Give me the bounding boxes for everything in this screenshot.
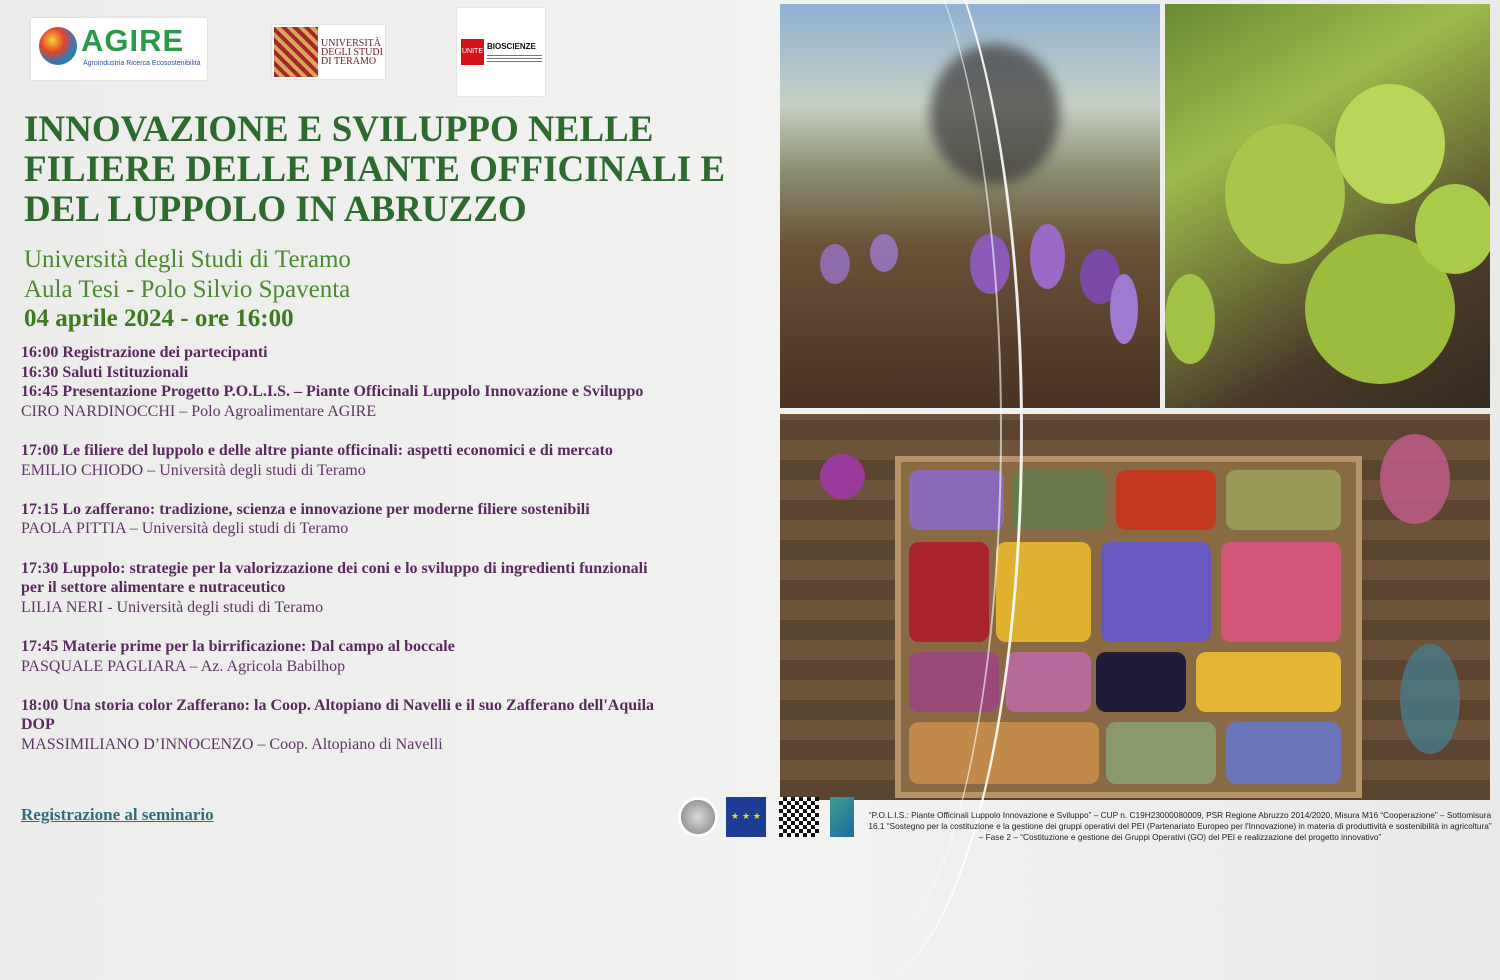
regione-abruzzo-icon — [830, 797, 854, 837]
program-speaker: PASQUALE PAGLIARA – Az. Agricola Babilhop — [21, 657, 346, 675]
spacer — [21, 617, 671, 637]
program-slot: 18:00 Una storia color Zafferano: la Coop. Altopiano di Navelli e il suo Zafferano dell'Aquila DOP — [21, 696, 655, 734]
photo-collage — [760, 0, 1500, 800]
program-speaker: EMILIO CHIODO – Università degli studi di Teramo — [21, 461, 366, 479]
eu-flag-icon: ★ ★ ★ — [726, 797, 766, 837]
spacer — [21, 676, 671, 696]
dried-herbs-photo — [780, 414, 1490, 800]
unite-logo — [272, 25, 385, 79]
program-slot: 17:30 Luppolo: strategie per la valorizzazione dei coni e lo sviluppo di ingredienti funzionali per il settore alimentare e nutraceutico — [21, 559, 648, 597]
program-slot: 16:00 Registrazione dei partecipanti — [21, 344, 268, 361]
saffron-field-photo — [780, 4, 1160, 408]
program-speaker: CIRO NARDINOCCHI – Polo Agroalimentare AGIRE — [21, 402, 377, 420]
program-speaker: LILIA NERI - Università degli studi di Teramo — [21, 598, 324, 616]
spacer — [21, 421, 671, 441]
agire-logo — [31, 18, 207, 80]
program-list — [21, 343, 671, 754]
spacer — [21, 539, 671, 559]
bioscienze-subtext-lines — [487, 55, 542, 63]
event-date: 04 aprile 2024 - ore 16:00 — [24, 305, 294, 332]
program-slot: 16:45 Presentazione Progetto P.O.L.I.S. – Piante Officinali Luppolo Innovazione e Sviluppo — [21, 383, 644, 401]
unite-badge: UNITE — [461, 39, 484, 65]
program-slot: 17:15 Lo zafferano: tradizione, scienza e innovazione per moderne filiere sostenibili — [21, 500, 590, 518]
bioscienze-logo-name: BIOSCIENZE — [487, 42, 536, 51]
program-speaker: MASSIMILIANO D’INNOCENZO – Coop. Altopiano di Navelli — [21, 735, 443, 753]
agire-logo-tagline: Agroindustria Ricerca Ecosostenibilità — [83, 60, 201, 67]
agire-logo-name: AGIRE — [81, 23, 185, 58]
spacer — [21, 480, 671, 500]
unite-logo-name: UNIVERSITÀ DEGLI STUDI DI TERAMO — [321, 38, 383, 67]
herb-tray — [895, 456, 1362, 798]
program-speaker: PAOLA PITTIA – Università degli studi di Teramo — [21, 520, 349, 538]
page-title: INNOVAZIONE E SVILUPPO NELLE FILIERE DELLE PIANTE OFFICINALI E DEL LUPPOLO IN ABRUZZO — [24, 109, 726, 230]
qr-code-icon — [779, 797, 819, 837]
globe-icon — [39, 27, 77, 65]
venue-university: Università degli Studi di Teramo — [24, 246, 351, 273]
funding-note: “P.O.L.I.S.: Piante Officinali Luppolo Innovazione e Sviluppo” – CUP n. C19H23000080009, PSR Regione Abruzzo 2014/2020, Misura M16 “Cooperazione” – Sottomisura 16.1 “Sostegno per la costituzione e la gestione dei gruppi operativi del PEI (Partenariato Europeo per l'Innovazione) in materia di produttività e sostenibilità in agricoltura” – Fase 2 – “Costituzione e gestione dei Gruppi Operativi (GO) del PEI e realizzazione del progetto innovativo” — [868, 810, 1492, 842]
hops-photo — [1165, 4, 1490, 408]
program-slot: 17:00 Le filiere del luppolo e delle altre piante officinali: aspetti economici e di mercato — [21, 441, 613, 459]
registration-link[interactable]: Registrazione al seminario — [21, 805, 214, 824]
unite-emblem-icon — [274, 27, 318, 77]
bioscienze-logo — [457, 8, 545, 96]
repubblica-emblem-icon — [678, 797, 718, 837]
program-slot: 17:45 Materie prime per la birrificazione: Dal campo al boccale — [21, 637, 455, 655]
venue-room: Aula Tesi - Polo Silvio Spaventa — [24, 276, 351, 303]
program-slot: 16:30 Saluti Istituzionali — [21, 363, 189, 381]
